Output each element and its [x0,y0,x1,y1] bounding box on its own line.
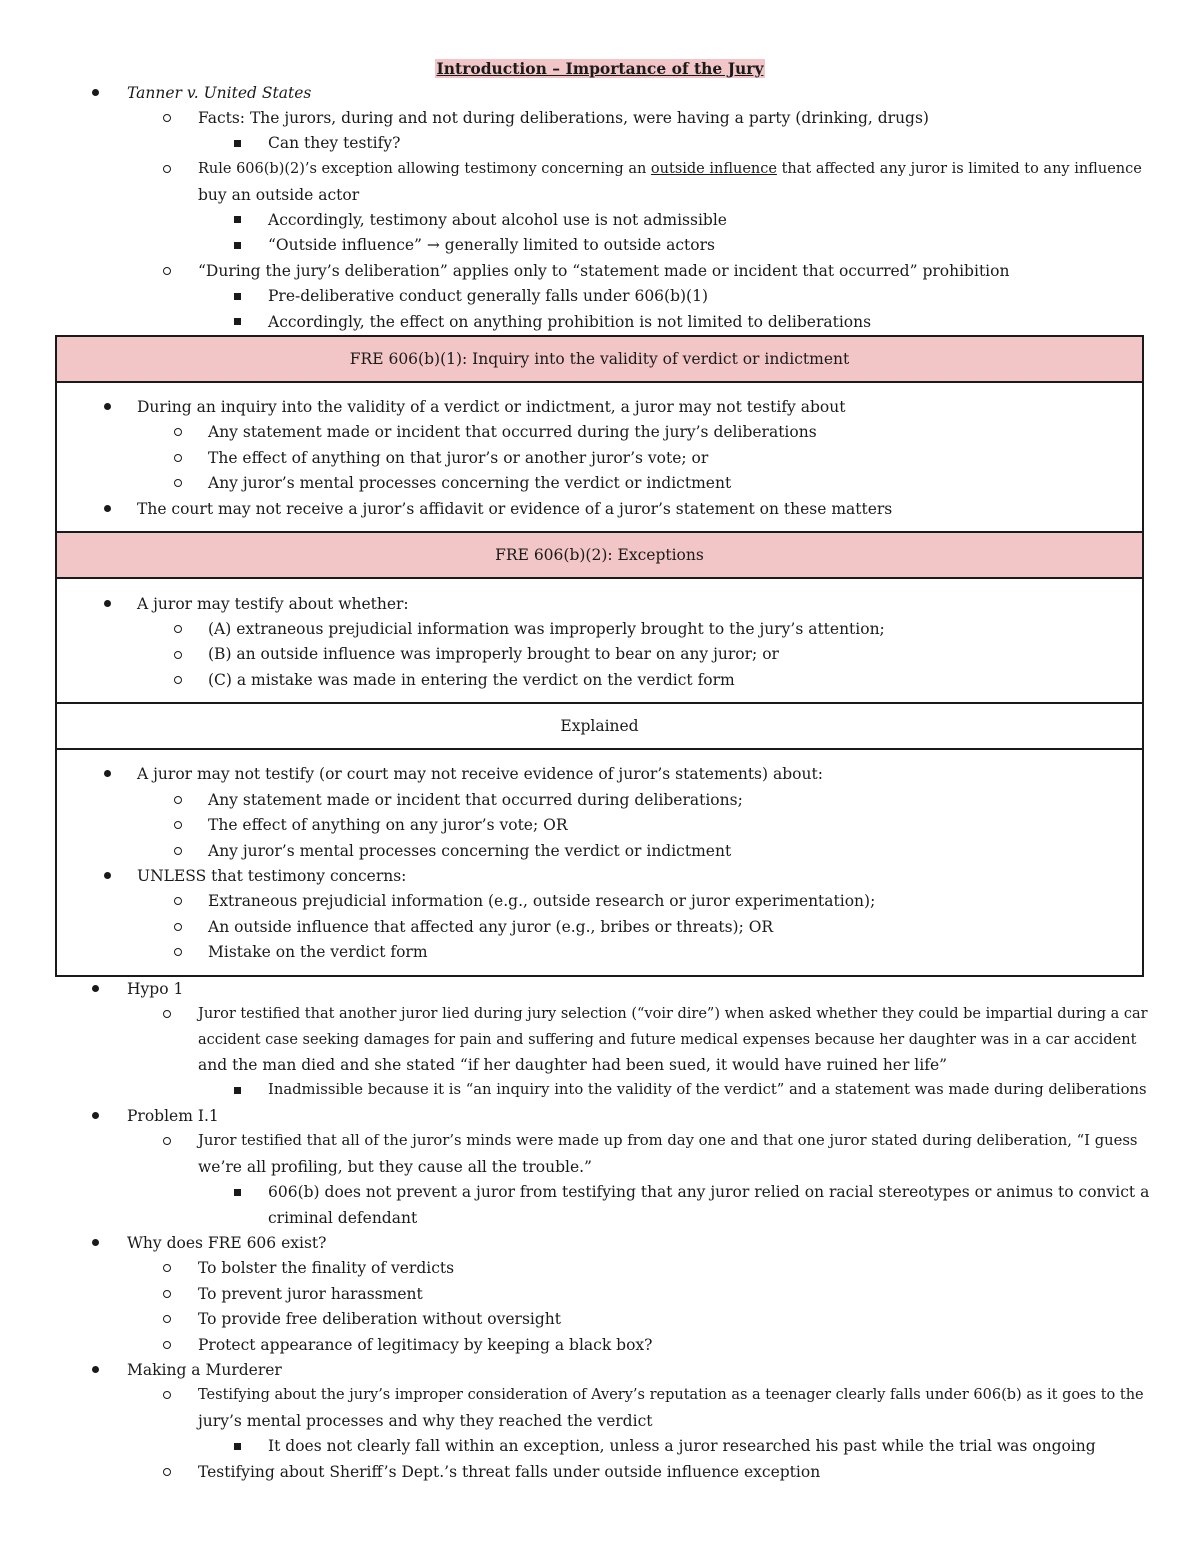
bullet-ring-icon [163,1137,171,1145]
table-header-606b1: FRE 606(b)(1): Inquiry into the validity of verdict or indictment [55,335,1144,383]
bullet-ring-icon [163,1264,171,1272]
bullet-ring-icon [174,651,182,659]
box3-item-1a: Any statement made or incident that occurred during deliberations; [208,791,743,809]
bullet-ring-icon [174,454,182,462]
facts-question: Can they testify? [268,134,401,152]
bullet-square-icon [234,293,241,300]
rule-text: Rule 606(b)(2)’s exception allowing testimony concerning an outside influence that affected any juror is limited to any influence [198,161,1142,177]
box2-item-1b: (B) an outside influence was improperly brought to bear on any juror; or [208,645,779,663]
bullet-ring-icon [174,923,182,931]
murderer-text-1: Testifying about the jury’s improper consideration of Avery’s reputation as a teenager clearly falls under 606(b) as it goes to the [198,1387,1144,1403]
why-heading: Why does FRE 606 exist? [127,1234,327,1252]
table-header-explained: Explained [55,702,1144,750]
box3-item-2a: Extraneous prejudicial information (e.g., outside research or juror experimentation); [208,892,876,910]
box1-item-1a: Any statement made or incident that occurred during the jury’s deliberations [208,423,817,441]
box1-item-1c: Any juror’s mental processes concerning the verdict or indictment [208,474,732,492]
bullet-dot-icon [92,1112,99,1119]
bullet-ring-icon [163,1315,171,1323]
box3-item-2c: Mistake on the verdict form [208,943,428,961]
bullet-ring-icon [174,948,182,956]
why-item-d: Protect appearance of legitimacy by keeping a black box? [198,1336,653,1354]
bullet-dot-icon [92,89,99,96]
problem-text-1: Juror testified that all of the juror’s minds were made up from day one and that one juror stated during deliberation, “I guess [198,1132,1138,1149]
bullet-ring-icon [174,847,182,855]
hypo-text-1: Juror testified that another juror lied during jury selection (“voir dire”) when asked whether they could be impartial during a car [198,1006,1148,1022]
hypo-heading: Hypo 1 [127,980,184,998]
box3-item-1b: The effect of anything on any juror’s vote; OR [208,816,568,834]
box3-item-1c: Any juror’s mental processes concerning the verdict or indictment [208,842,732,860]
box2-item-1c: (C) a mistake was made in entering the verdict on the verdict form [208,671,735,689]
bullet-ring-icon [174,897,182,905]
bullet-ring-icon [174,625,182,633]
murderer-sub: It does not clearly fall within an exception, unless a juror researched his past while the trial was ongoing [268,1437,1096,1455]
box2-item-1: A juror may testify about whether: [137,595,409,613]
bullet-dot-icon [104,600,111,607]
bullet-dot-icon [104,403,111,410]
bullet-ring-icon [174,479,182,487]
bullet-ring-icon [163,165,171,173]
bullet-dot-icon [92,1366,99,1373]
bullet-ring-icon [174,796,182,804]
problem-text-2: we’re all profiling, but they cause all the trouble.” [198,1158,592,1176]
box1-item-1b: The effect of anything on that juror’s or another juror’s vote; or [208,449,709,467]
bullet-square-icon [234,1087,241,1094]
problem-heading: Problem I.1 [127,1107,219,1125]
why-item-b: To prevent juror harassment [198,1285,423,1303]
bullet-square-icon [234,242,241,249]
problem-sub-1: 606(b) does not prevent a juror from testifying that any juror relied on racial stereotypes or animus to convict a [268,1183,1150,1201]
during-sub-1: Pre-deliberative conduct generally falls under 606(b)(1) [268,287,709,305]
bullet-ring-icon [174,821,182,829]
bullet-ring-icon [163,1468,171,1476]
rule-sub-2: “Outside influence” → generally limited to outside actors [268,236,715,254]
bullet-square-icon [234,1443,241,1450]
box3-item-2b: An outside influence that affected any juror (e.g., bribes or threats); OR [208,918,774,936]
rule-text-line2: buy an outside actor [198,186,360,204]
box3-item-1: A juror may not testify (or court may not receive evidence of juror’s statements) about: [137,765,823,783]
bullet-ring-icon [163,114,171,122]
bullet-ring-icon [163,1391,171,1399]
hypo-text-3: and the man died and she stated “if her daughter had been sued, it would have ruined her life” [198,1056,948,1074]
table-header-606b2: FRE 606(b)(2): Exceptions [55,531,1144,579]
facts-text: Facts: The jurors, during and not during deliberations, were having a party (drinking, drugs) [198,109,929,127]
bullet-ring-icon [174,428,182,436]
hypo-text-2: accident case seeking damages for pain and suffering and future medical expenses because her daughter was in a car accident [198,1032,1137,1048]
bullet-ring-icon [174,676,182,684]
murderer-text-2: jury’s mental processes and why they reached the verdict [198,1412,653,1430]
bullet-ring-icon [163,267,171,275]
why-item-c: To provide free deliberation without oversight [198,1310,562,1328]
why-item-a: To bolster the finality of verdicts [198,1259,455,1277]
box1-item-1: During an inquiry into the validity of a verdict or indictment, a juror may not testify about [137,398,846,416]
box2-item-1a: (A) extraneous prejudicial information was improperly brought to the jury’s attention; [208,620,885,638]
bullet-dot-icon [104,770,111,777]
bullet-square-icon [234,1189,241,1196]
hypo-sub: Inadmissible because it is “an inquiry into the validity of the verdict” and a statement was made during deliberations [268,1081,1147,1098]
during-sub-2: Accordingly, the effect on anything prohibition is not limited to deliberations [268,313,872,331]
box3-item-2: UNLESS that testimony concerns: [137,867,407,885]
bullet-ring-icon [163,1290,171,1298]
bullet-ring-icon [163,1010,171,1018]
bullet-square-icon [234,216,241,223]
bullet-square-icon [234,140,241,147]
murderer-heading: Making a Murderer [127,1361,282,1379]
during-text: “During the jury’s deliberation” applies only to “statement made or incident that occurred” prohibition [198,262,1010,280]
page-title: Introduction – Importance of the Jury [436,59,764,78]
bullet-ring-icon [163,1341,171,1349]
rule-sub-1: Accordingly, testimony about alcohol use is not admissible [268,211,727,229]
bullet-dot-icon [92,985,99,992]
murderer-text-3: Testifying about Sheriff’s Dept.’s threat falls under outside influence exception [198,1463,821,1481]
case-name: Tanner v. United States [127,84,312,102]
box1-item-2: The court may not receive a juror’s affidavit or evidence of a juror’s statement on these matters [137,500,893,518]
bullet-dot-icon [104,872,111,879]
bullet-dot-icon [92,1239,99,1246]
bullet-dot-icon [104,505,111,512]
bullet-square-icon [234,318,241,325]
problem-sub-2: criminal defendant [268,1209,418,1227]
